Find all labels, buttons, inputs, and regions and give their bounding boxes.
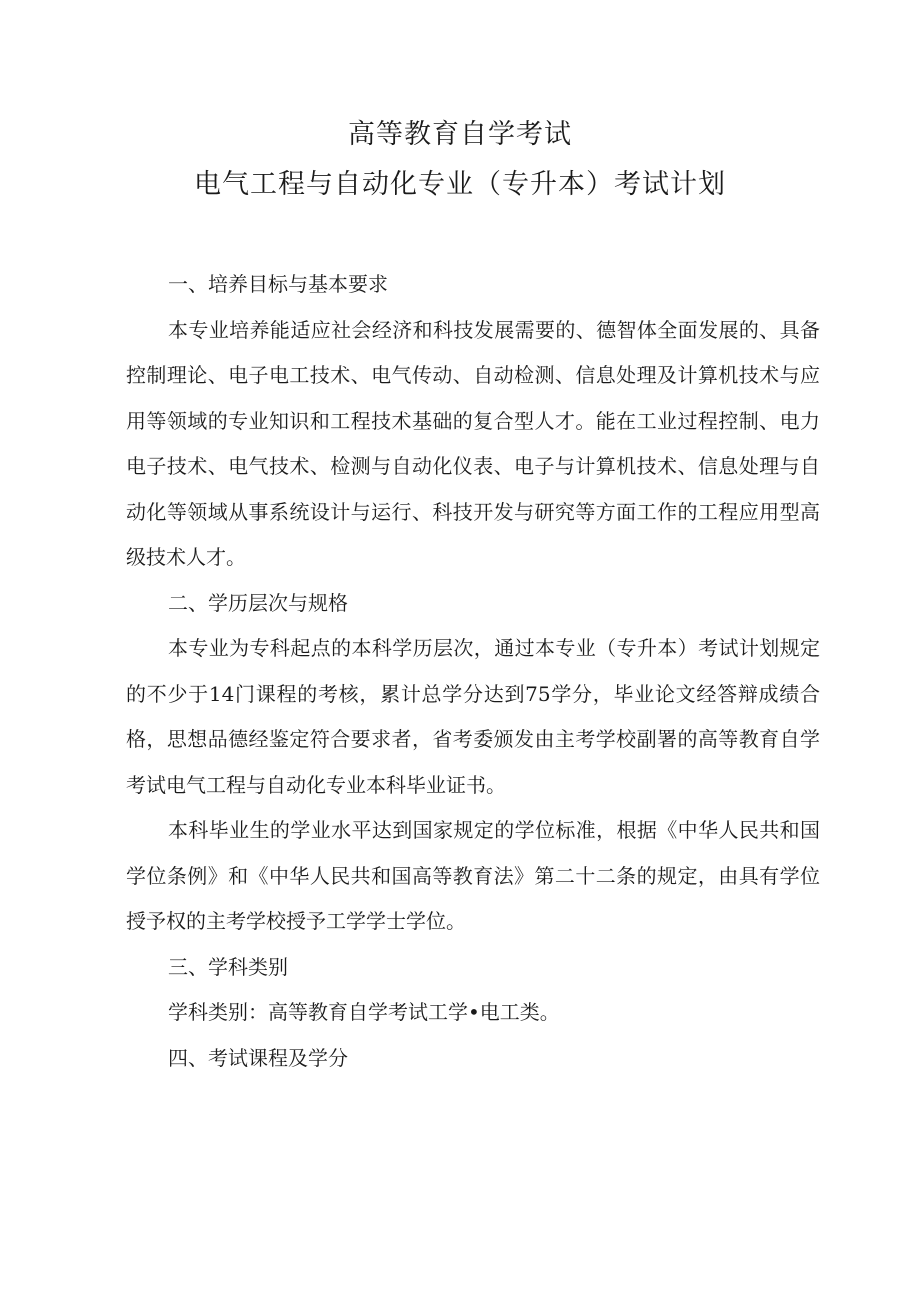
paragraph-degree: 本科毕业生的学业水平达到国家规定的学位标准，根据《中华人民共和国学位条例》和《中华人民共和国高等教育法》第二十二条的规定，由具有学位授予权的主考学校授予工学学士学位。 <box>126 818 820 933</box>
paragraph-education-level: 本专业为专科起点的本科学历层次，通过本专业（专升本）考试计划规定的不少于14门课程的考核，累计总学分达到75学分，毕业论文经答辩成绩合格，思想品德经鉴定符合要求者，省考委颁发由主考学校副署的高等教育自学考试电气工程与自动化专业本科毕业证书。 <box>126 636 820 797</box>
section-heading-education-level: 二、学历层次与规格 <box>168 590 348 615</box>
paragraph-training-goals: 本专业培养能适应社会经济和科技发展需要的、德智体全面发展的、具备控制理论、电子电工技术、电气传动、自动检测、信息处理及计算机技术与应用等领域的专业知识和工程技术基础的复合型人才。能在工业过程控制、电力电子技术、电气技术、检测与自动化仪表、电子与计算机技术、信息处理与自动化等领域从事系统设计与运行、科技开发与研究等方面工作的工程应用型高级技术人才。 <box>126 317 820 569</box>
document-title: 高等教育自学考试 <box>348 119 572 150</box>
document-subtitle: 电气工程与自动化专业（专升本）考试计划 <box>194 169 726 200</box>
paragraph-discipline: 学科类别：高等教育自学考试工学•电工类。 <box>168 1000 560 1024</box>
section-heading-courses: 四、考试课程及学分 <box>168 1045 348 1070</box>
section-heading-discipline: 三、学科类别 <box>168 954 288 979</box>
section-heading-training-goals: 一、培养目标与基本要求 <box>168 272 388 296</box>
document-body <box>126 262 820 1081</box>
